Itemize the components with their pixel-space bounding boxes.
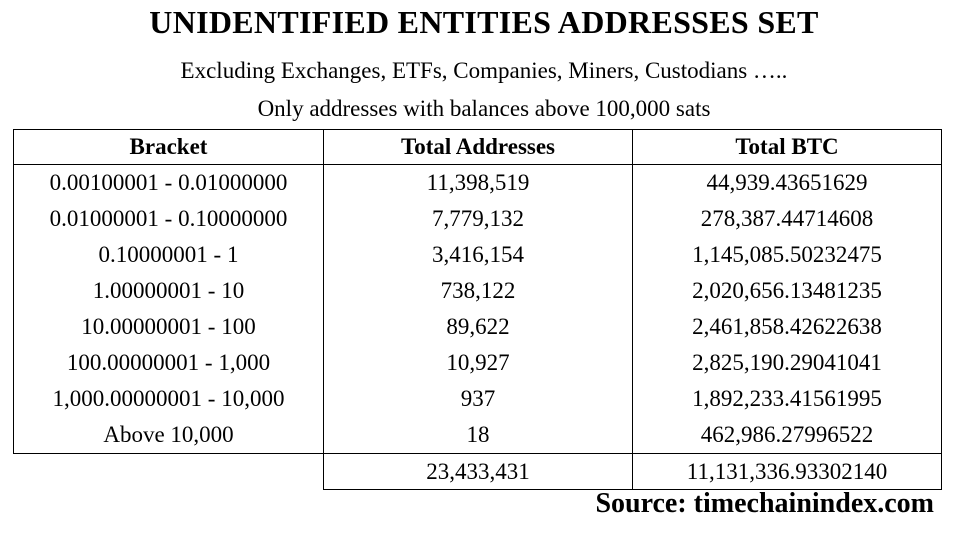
subtitle-threshold: Only addresses with balances above 100,000 sats <box>257 96 711 121</box>
addresses-cell: 937 <box>324 381 633 417</box>
table-row <box>14 345 942 381</box>
total-addresses-sum: 23,433,431 <box>324 454 633 490</box>
bracket-cell: 1.00000001 - 10 <box>14 273 324 309</box>
addresses-cell: 3,416,154 <box>324 237 633 273</box>
bracket-cell: Above 10,000 <box>14 417 324 454</box>
source-credit: Source: timechainindex.com <box>595 488 934 519</box>
table-row <box>14 237 942 273</box>
table-row <box>14 381 942 417</box>
table-header-row <box>14 130 942 165</box>
table-row <box>14 165 942 202</box>
btc-cell: 462,986.27996522 <box>633 417 942 454</box>
subtitle-exclusions: Excluding Exchanges, ETFs, Companies, Miners, Custodians ….. <box>180 58 788 83</box>
bracket-cell: 10.00000001 - 100 <box>14 309 324 345</box>
totals-row <box>14 454 942 490</box>
btc-cell: 2,461,858.42622638 <box>633 309 942 345</box>
totals-blank-cell <box>14 454 324 490</box>
header-bracket: Bracket <box>14 130 324 165</box>
table-row <box>14 201 942 237</box>
addresses-cell: 7,779,132 <box>324 201 633 237</box>
bracket-cell: 100.00000001 - 1,000 <box>14 345 324 381</box>
table-row <box>14 417 942 454</box>
btc-cell: 2,825,190.29041041 <box>633 345 942 381</box>
btc-cell: 1,892,233.41561995 <box>633 381 942 417</box>
btc-cell: 278,387.44714608 <box>633 201 942 237</box>
btc-cell: 1,145,085.50232475 <box>633 237 942 273</box>
btc-cell: 2,020,656.13481235 <box>633 273 942 309</box>
addresses-table <box>13 129 942 490</box>
table-row <box>14 309 942 345</box>
bracket-cell: 1,000.00000001 - 10,000 <box>14 381 324 417</box>
addresses-cell: 738,122 <box>324 273 633 309</box>
bracket-cell: 0.10000001 - 1 <box>14 237 324 273</box>
addresses-cell: 11,398,519 <box>324 165 633 202</box>
bracket-cell: 0.01000001 - 0.10000000 <box>14 201 324 237</box>
total-btc-sum: 11,131,336.93302140 <box>633 454 942 490</box>
header-total-addresses: Total Addresses <box>324 130 633 165</box>
btc-cell: 44,939.43651629 <box>633 165 942 202</box>
table-row <box>14 273 942 309</box>
addresses-cell: 18 <box>324 417 633 454</box>
bracket-cell: 0.00100001 - 0.01000000 <box>14 165 324 202</box>
header-total-btc: Total BTC <box>633 130 942 165</box>
addresses-cell: 10,927 <box>324 345 633 381</box>
addresses-cell: 89,622 <box>324 309 633 345</box>
page-title: UNIDENTIFIED ENTITIES ADDRESSES SET <box>149 4 819 40</box>
